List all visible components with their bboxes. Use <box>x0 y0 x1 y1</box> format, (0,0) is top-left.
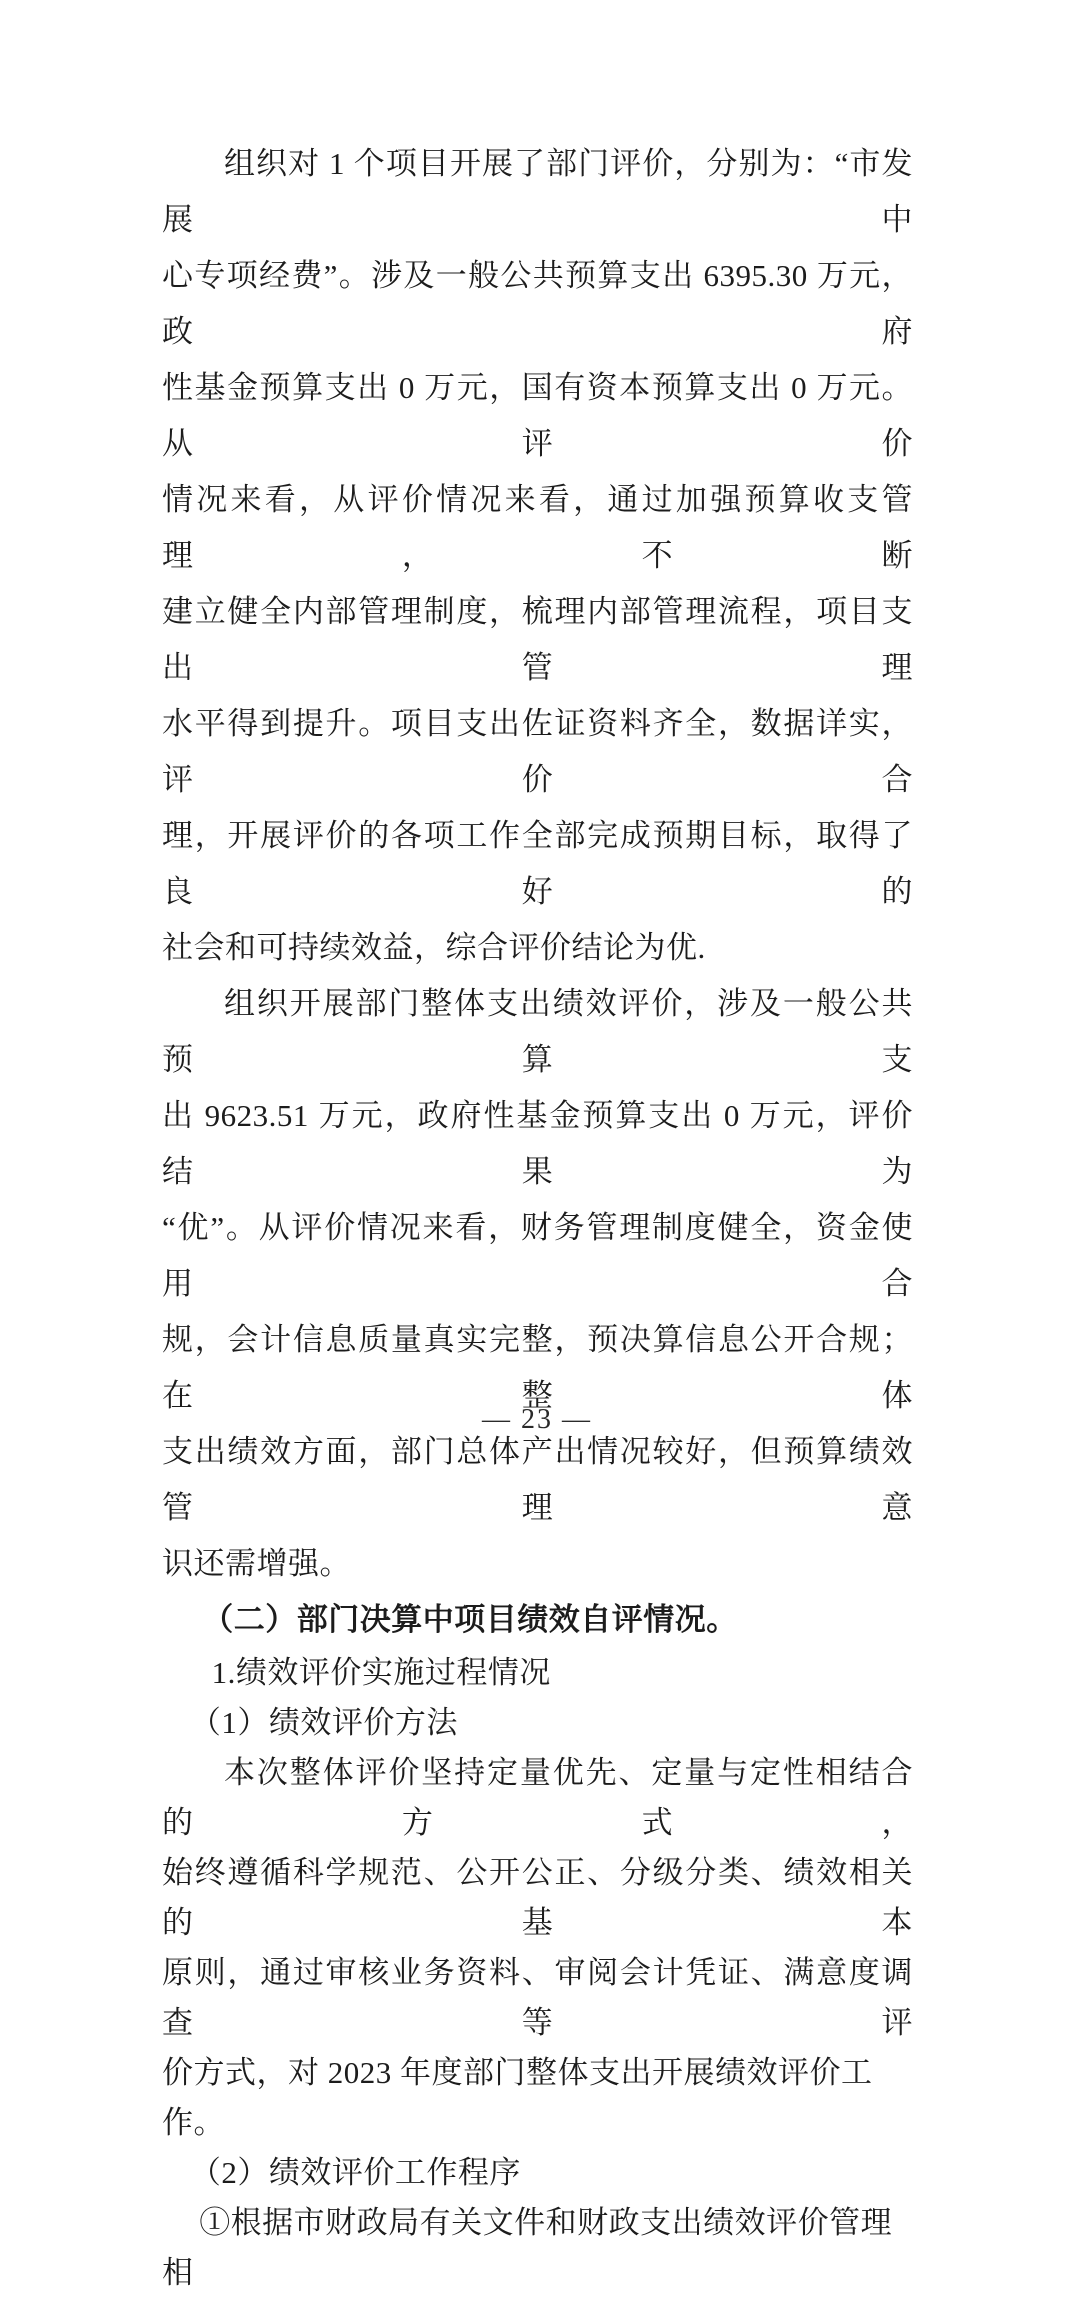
paragraph-line: 水平得到提升。项目支出佐证资料齐全，数据详实，评价合 <box>162 706 913 797</box>
paragraph-line: “优”。从评价情况来看，财务管理制度健全，资金使用合 <box>162 1210 913 1301</box>
paragraph-line: 建立健全内部管理制度，梳理内部管理流程，项目支出管理 <box>162 594 913 685</box>
subsection-title: （1）绩效评价方法 <box>189 1705 458 1740</box>
page-number: — 23 — <box>482 1404 592 1435</box>
paragraph-line: ①根据市财政局有关文件和财政支出绩效评价管理相 <box>162 2205 893 2290</box>
paragraph-line: 识还需增强。 <box>162 1546 351 1581</box>
paragraph-line: 价方式，对 2023 年度部门整体支出开展绩效评价工作。 <box>162 2055 873 2140</box>
paragraph-line: 组织对 1 个项目开展了部门评价，分别为：“市发展中 <box>162 146 913 237</box>
paragraph-line: 规，会计信息质量真实完整，预决算信息公开合规；在整体 <box>162 1322 913 1413</box>
paragraph-line: 情况来看，从评价情况来看，通过加强预算收支管理，不断 <box>162 482 913 573</box>
section-heading: （二）部门决算中项目绩效自评情况。 <box>202 1602 738 1637</box>
paragraph-line: 本次整体评价坚持定量优先、定量与定性相结合的方式， <box>162 1755 913 1840</box>
paragraph-line: 始终遵循科学规范、公开公正、分级分类、绩效相关的基本 <box>162 1855 913 1940</box>
paragraph-dept-project-evaluation <box>162 136 913 976</box>
paragraph-evaluation-method <box>162 1748 913 2148</box>
paragraph-line: 出 9623.51 万元，政府性基金预算支出 0 万元，评价结果为 <box>162 1098 913 1189</box>
paragraph-line: 社会和可持续效益，综合评价结论为优. <box>162 930 706 965</box>
page-content <box>162 136 913 2298</box>
subsection-title: （2）绩效评价工作程序 <box>189 2155 521 2190</box>
paragraph-line: 理，开展评价的各项工作全部完成预期目标，取得了良好的 <box>162 818 913 909</box>
paragraph-line: 原则，通过审核业务资料、审阅会计凭证、满意度调查等评 <box>162 1955 913 2040</box>
page-footer <box>0 1402 1074 1438</box>
paragraph-line: 性基金预算支出 0 万元，国有资本预算支出 0 万元。从评价 <box>162 370 913 461</box>
paragraph-line: 心专项经费”。涉及一般公共预算支出 6395.30 万元，政府 <box>162 258 913 349</box>
section-body <box>162 1648 913 2298</box>
subsection-title: 1.绩效评价实施过程情况 <box>211 1655 551 1690</box>
paragraph-dept-overall-evaluation <box>162 976 913 1592</box>
paragraph-line: 组织开展部门整体支出绩效评价，涉及一般公共预算支 <box>162 986 913 1077</box>
section-heading-block <box>162 1592 913 1648</box>
paragraph-line: 支出绩效方面，部门总体产出情况较好，但预算绩效管理意 <box>162 1434 913 1525</box>
